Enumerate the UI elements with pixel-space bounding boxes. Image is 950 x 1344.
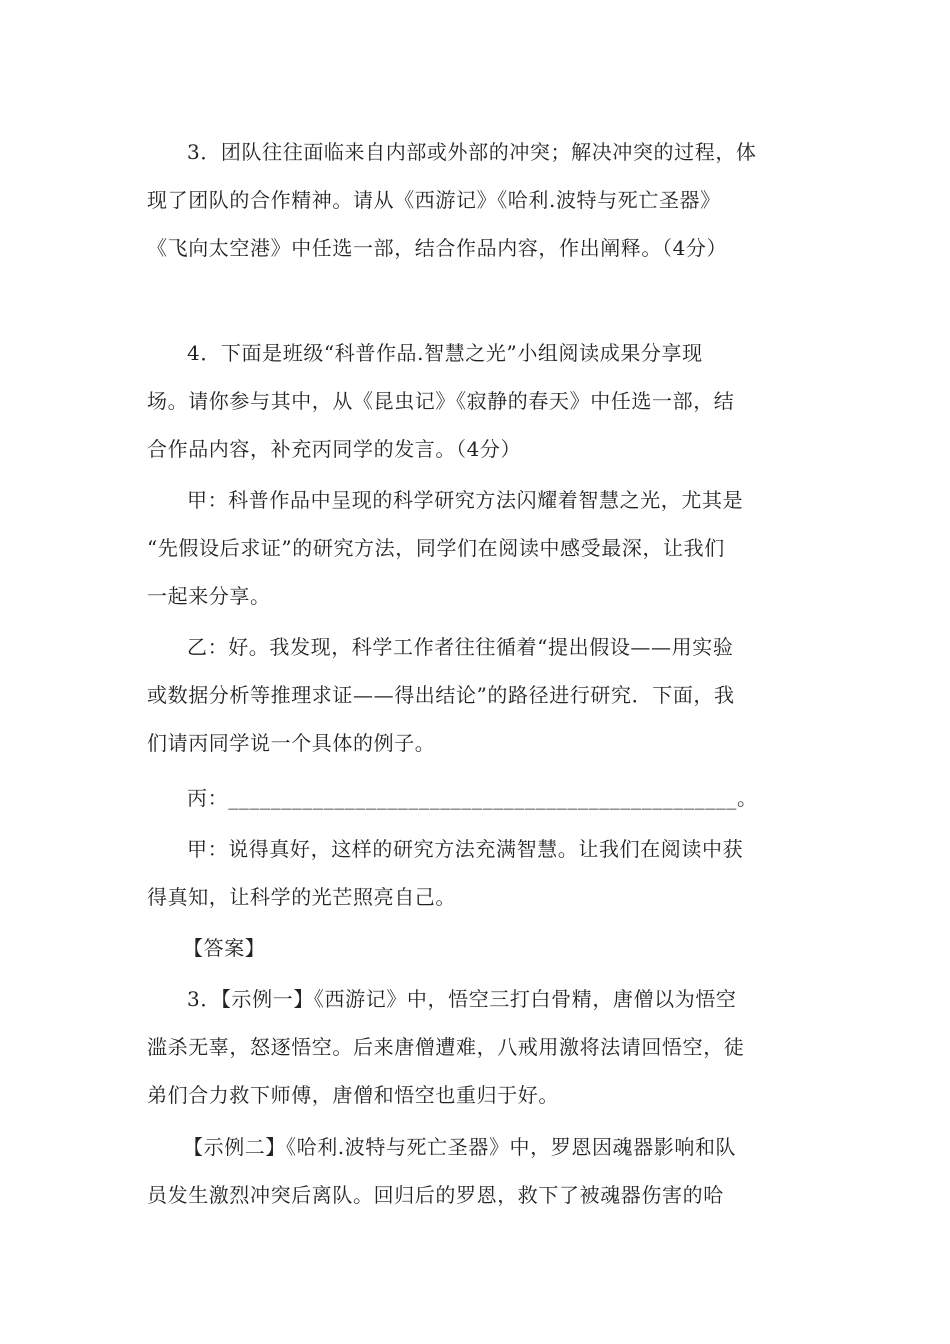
dialogue-jia-line-1: 甲：科普作品中呈现的科学研究方法闪耀着智慧之光，尤其是: [187, 488, 744, 512]
answer-example2-line-2: 员发生激烈冲突后离队。回归后的罗恩，救下了被魂器伤害的哈: [147, 1183, 724, 1207]
answer-3-line-1: 3．【示例一】《西游记》中，悟空三打白骨精，唐僧以为悟空: [187, 987, 737, 1011]
dialogue-yi-line-2: 或数据分析等推理求证——得出结论”的路径进行研究．下面，我: [147, 683, 735, 707]
dialogue-bing-blank: 丙：________________________________________________。: [187, 786, 758, 810]
q4-line-2: 场。请你参与其中，从《昆虫记》《寂静的春天》中任选一部，结: [147, 389, 735, 413]
dialogue-jia-line-2: “先假设后求证”的研究方法，同学们在阅读中感受最深，让我们: [147, 536, 725, 560]
dialogue-jia-line-3: 一起来分享。: [147, 584, 271, 608]
dialogue-yi-line-3: 们请丙同学说一个具体的例子。: [147, 731, 436, 755]
q3-line-1: 3．团队往往面临来自内部或外部的冲突；解决冲突的过程，体: [187, 140, 757, 164]
answer-example2-line-1: 【示例二】《哈利.波特与死亡圣器》中，罗恩因魂器影响和队: [183, 1135, 737, 1159]
answer-heading: 【答案】: [183, 936, 266, 960]
dialogue-jia2-line-1: 甲：说得真好，这样的研究方法充满智慧。让我们在阅读中获: [187, 837, 744, 861]
dialogue-yi-line-1: 乙：好。我发现，科学工作者往往循着“提出假设——用实验: [187, 635, 734, 659]
q4-line-3: 合作品内容，补充丙同学的发言。（4分）: [147, 437, 522, 461]
q3-line-2: 现了团队的合作精神。请从《西游记》《哈利.波特与死亡圣器》: [147, 188, 721, 212]
answer-3-line-3: 弟们合力救下师傅，唐僧和悟空也重归于好。: [147, 1083, 559, 1107]
answer-3-line-2: 滥杀无辜，怒逐悟空。后来唐僧遭难，八戒用激将法请回悟空，徒: [147, 1035, 745, 1059]
dialogue-jia2-line-2: 得真知，让科学的光芒照亮自己。: [147, 885, 456, 909]
q3-line-3: 《飞向太空港》中任选一部，结合作品内容，作出阐释。（4分）: [147, 236, 728, 260]
q4-line-1: 4．下面是班级“科普作品.智慧之光”小组阅读成果分享现: [187, 341, 703, 365]
